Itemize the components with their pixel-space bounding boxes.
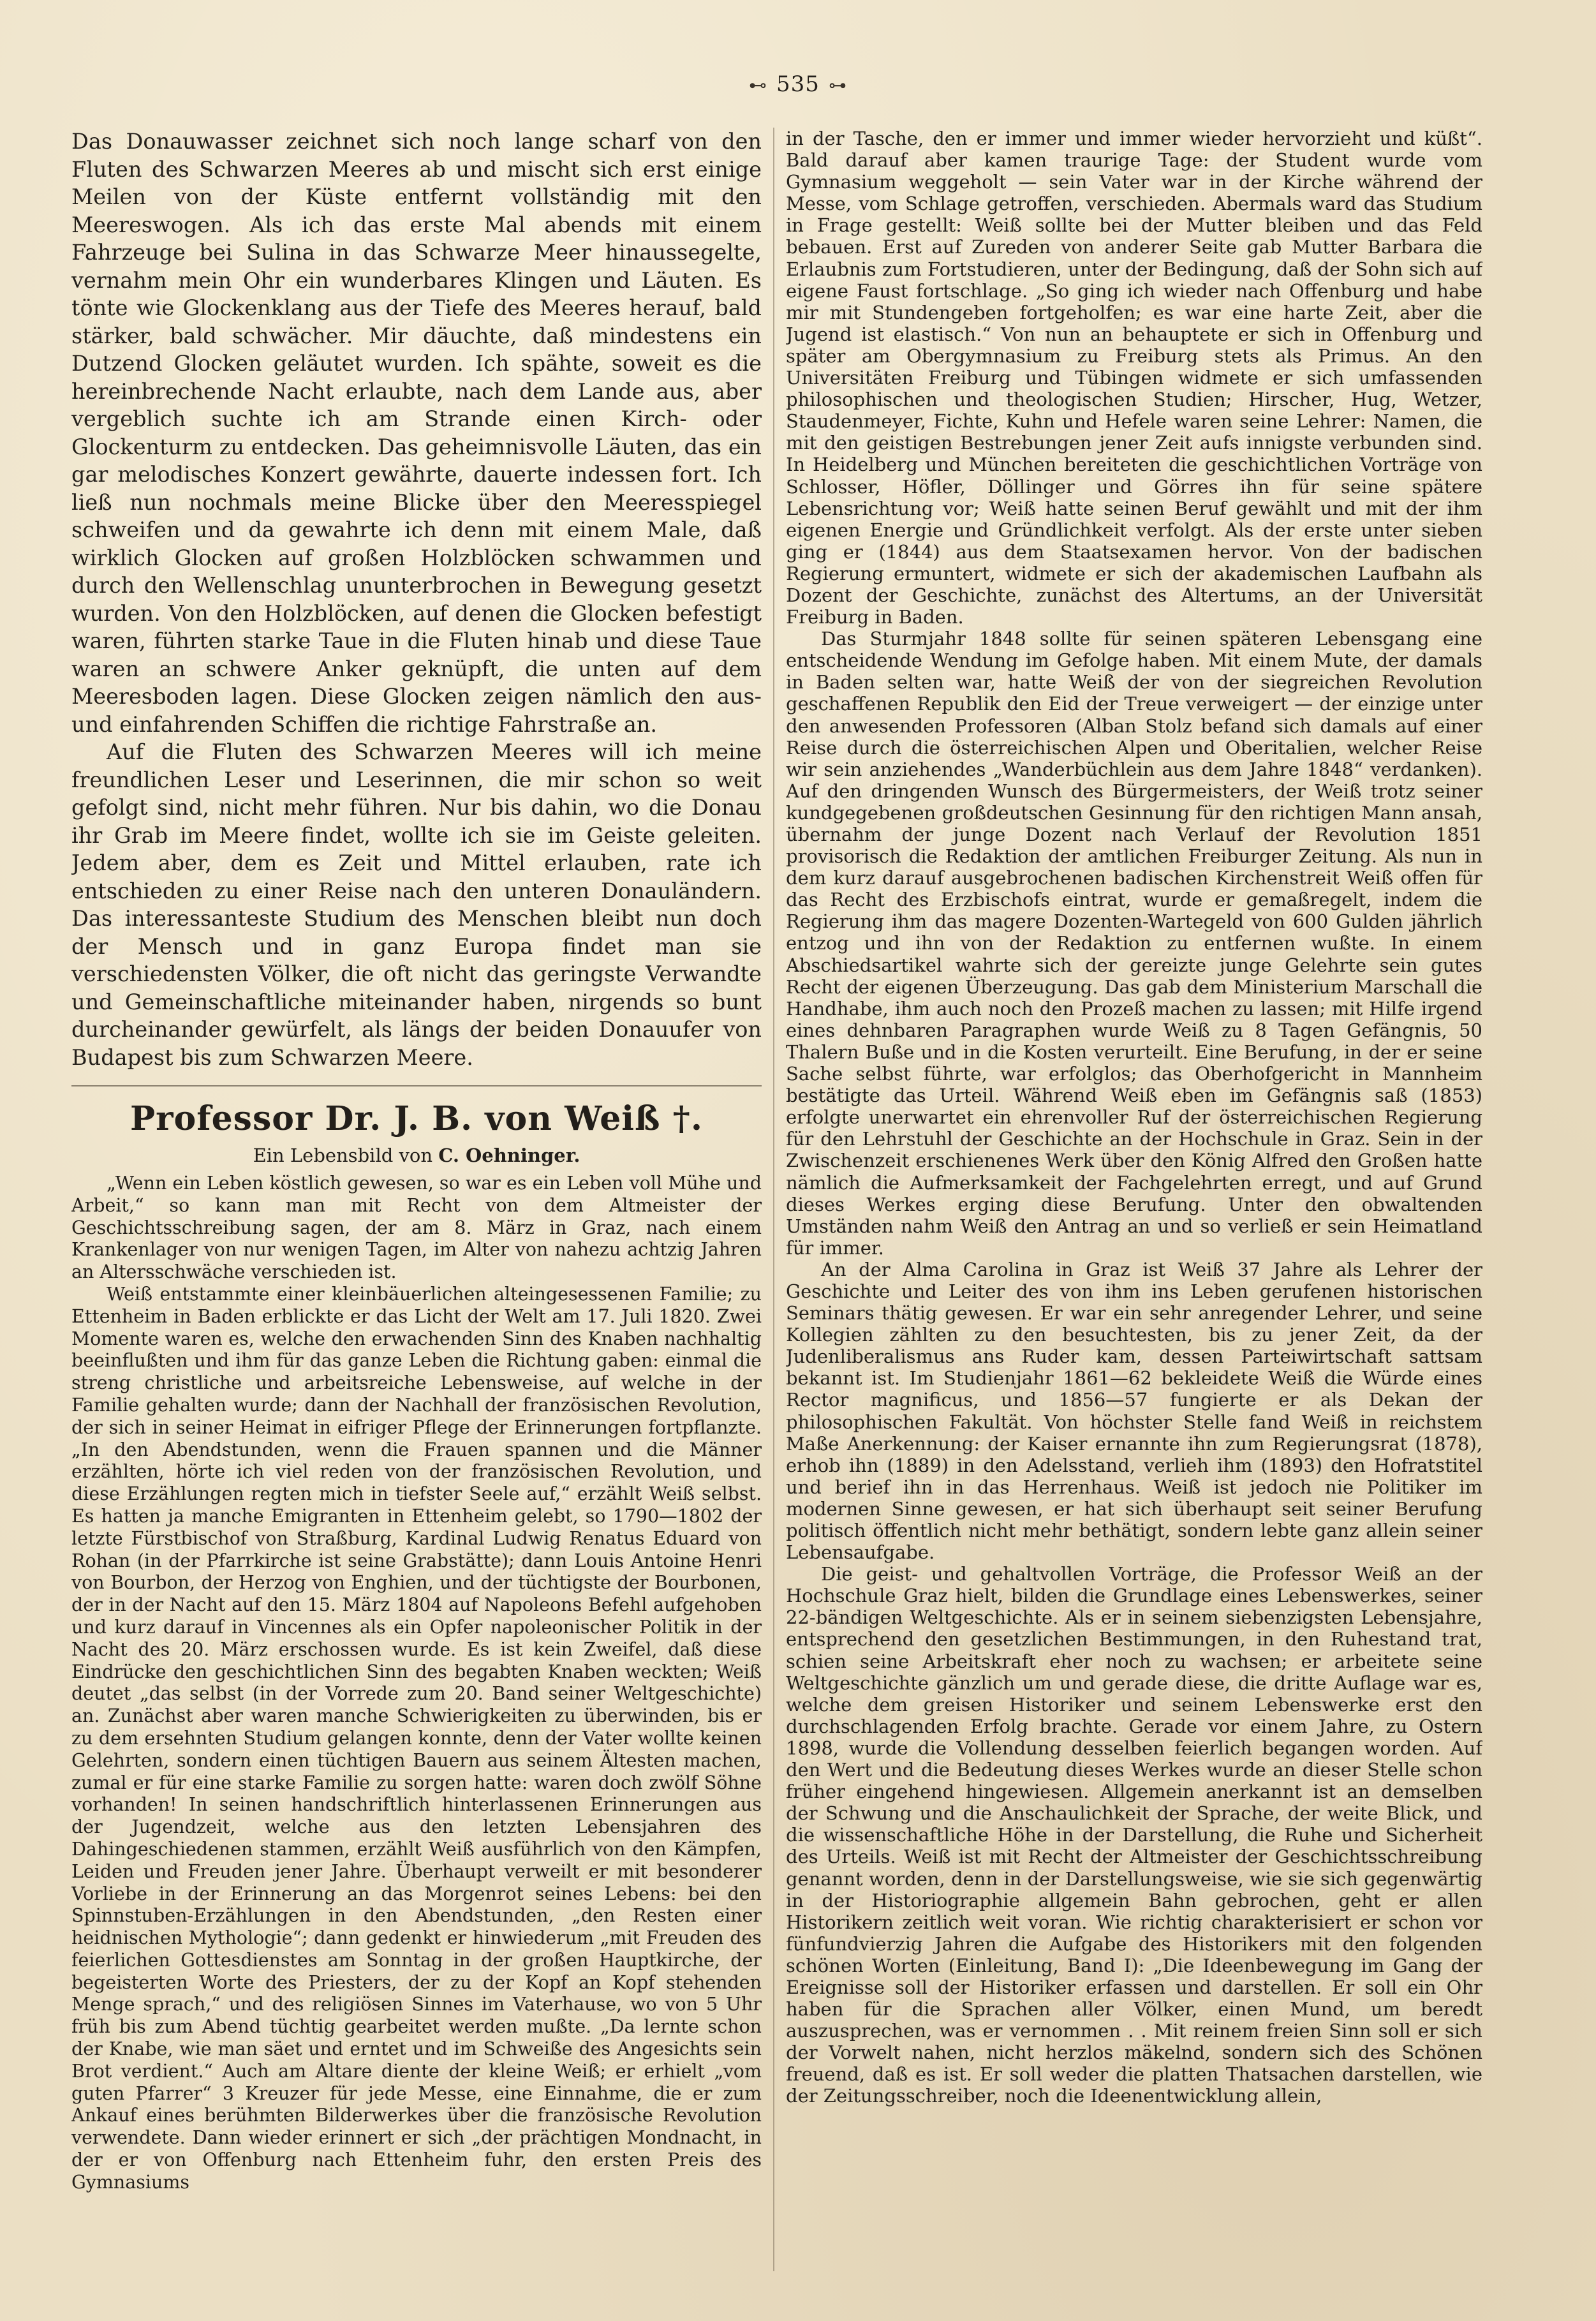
- page-header: [0, 71, 1596, 97]
- byline-prefix: Ein Lebensbild von: [253, 1145, 433, 1166]
- article-paragraph-1: „Wenn ein Leben köstlich gewesen, so war es ein Leben voll Mühe und Arbeit,“ so kann man mit Recht von dem Altmeister der Geschichtsschreibung sagen, der am 8. März in Graz, nach einem Krankenlager von nur wenigen Tagen, im Alter von nahezu achtzig Jahren an Altersschwäche verschieden ist.: [71, 1173, 762, 1283]
- article-paragraph-6: Die geist- und gehaltvollen Vorträge, die Professor Weiß an der Hochschule Graz hielt, bilden die Grundlage eines Lebenswerkes, seiner 22-bändigen Weltgeschichte. Als er in seinem siebenzigsten Lebensjahre, entsprechend den gesetzlichen Bestimmungen, in den Ruhestand trat, schien seine Arbeitskraft eher noch zu wachsen; er arbeitete seine Weltgeschichte gänzlich um und gerade diese, die dritte Auflage war es, welche dem greisen Historiker und seinem Lebenswerke erst den durchschlagenden Erfolg brachte. Gerade vor einem Jahre, zu Ostern 1898, wurde die Vollendung desselben feierlich begangen worden. Auf den Wert und die Bedeutung dieses Werkes wurde an dieser Stelle schon früher eingehend hingewiesen. Allgemein anerkannt ist an demselben der Schwung und die Anschaulichkeit der Sprache, der weite Blick, und die wissenschaftliche Höhe in der Darstellung, die Ruhe und Sicherheit des Urteils. Weiß ist mit Recht der Altmeister der Geschichtsschreibung genannt worden, denn in der Darstellungsweise, wie sie sich gegenwärtig in der Historiographie allgemein Bahn gebrochen, geht er allen Historikern zeitlich weit voran. Wie richtig charakterisiert er schon vor fünfundvierzig Jahren die Aufgabe des Historikers mit den folgenden schönen Worten (Einleitung, Band I): „Die Ideenbewegung im Gang der Ereignisse soll der Historiker erfassen und darstellen. Er soll ein Ohr haben für die Sprachen aller Völker, einen Mund, um beredt auszusprechen, was er vernommen . . Mit reinem freien Sinn soll er sich der Vorwelt nahen, nicht herzlos mäkelnd, sondern sich des Schönen freuend, daß es ist. Er soll weder die platten Thatsachen darstellen, wie der Zeitungsschreiber, noch die Ideenentwicklung allein,: [786, 1563, 1482, 2107]
- danube-paragraph-1: Das Donauwasser zeichnet sich noch lange scharf von den Fluten des Schwarzen Meeres ab und mischt sich erst einige Meilen von der Küste entfernt vollständig mit den Meereswogen. Als ich das erste Mal abends mit einem Fahrzeuge bei Sulina in das Schwarze Meer hinaussegelte, vernahm mein Ohr ein wunderbares Klingen und Läuten. Es tönte wie Glockenklang aus der Tiefe des Meeres herauf, bald stärker, bald schwächer. Mir däuchte, daß mindestens ein Dutzend Glocken geläutet wurden. Ich spähte, soweit es die hereinbrechende Nacht erlaubte, nach dem Lande aus, aber vergeblich suchte ich am Strande einen Kirch- oder Glockenturm zu entdecken. Das geheimnisvolle Läuten, das ein gar melodisches Konzert gewährte, dauerte indessen fort. Ich ließ nun nochmals meine Blicke über den Meeresspiegel schweifen und da gewahrte ich denn mit einem Male, daß wirklich Glocken auf großen Holzblöcken schwammen und durch den Wellenschlag ununterbrochen in Bewegung gesetzt wurden. Von den Holzblöcken, auf denen die Glocken befestigt waren, führten starke Taue in die Fluten hinab und diese Taue waren an schwere Anker geknüpft, die unten auf dem Meeresboden lagen. Diese Glocken zeigen nämlich den aus- und einfahrenden Schiffen die richtige Fahrstraße an.: [71, 129, 762, 737]
- article-byline: [71, 1145, 762, 1166]
- left-column: [71, 128, 762, 2283]
- article-paragraph-4: Das Sturmjahr 1848 sollte für seinen späteren Lebensgang eine entscheidende Wendung im Gefolge haben. Mit einem Mute, der damals in Baden selten war, hatte Weiß der von der siegreichen Revolution geschaffenen Republik den Eid der Treue verweigert — der einzige unter den anwesenden Professoren (Alban Stolz befand sich damals auf einer Reise durch die österreichischen Alpen und Oberitalien, welcher Reise wir sein anziehendes „Wanderbüchlein aus dem Jahre 1848“ verdanken). Auf den dringenden Wunsch des Bürgermeisters, der Weiß trotz seiner kundgegebenen großdeutschen Gesinnung für den richtigen Mann ansah, übernahm der junge Dozent nach Verlauf der Revolution 1851 provisorisch die Redaktion der amtlichen Freiburger Zeitung. Als nun in dem kurz darauf ausgebrochenen badischen Kirchenstreit Weiß offen für das Recht des Erzbischofs eintrat, wurde er gemaßregelt, indem die Regierung ihm das magere Dozenten-Wartegeld von 600 Gulden jährlich entzog und ihn von der Redaktion zu entfernen wußte. In einem Abschiedsartikel wahrte sich der gereizte junge Gelehrte sein gutes Recht der eigenen Überzeugung. Das gab dem Ministerium Marschall die Handhabe, ihm auch noch den Prozeß machen zu lassen; mit Hilfe irgend eines dehnbaren Paragraphen wurde Weiß zu 8 Tagen Gefängnis, 50 Thalern Buße und in die Kosten verurteilt. Eine Berufung, in der er seine Sache selbst führte, war erfolglos; das Oberhofgericht in Mannheim bestätigte das Urteil. Während Weiß eben im Gefängnis saß (1853) erfolgte unerwartet ein ehrenvoller Ruf der österreichischen Regierung für den Lehrstuhl der Geschichte an der Hochschule in Graz. Sein in der Zwischenzeit erschienenes Werk über den König Alfred den Großen hatte nämlich die Aufmerksamkeit der Fachgelehrten erregt, und auf Grund dieses Werkes erging diese Berufung. Unter den obwaltenden Umständen nahm Weiß den Antrag an und so verließ er sein Heimatland für immer.: [786, 628, 1482, 1259]
- article-title: Professor Dr. J. B. von Weiß †.: [130, 1099, 703, 1138]
- danube-paragraph-2: Auf die Fluten des Schwarzen Meeres will ich meine freundlichen Leser und Leserinnen, die mir schon so weit gefolgt sind, nicht mehr führen. Nur bis dahin, wo die Donau ihr Grab im Meere findet, wollte ich sie im Geiste geleiten. Jedem aber, dem es Zeit und Mittel erlauben, rate ich entschieden zu einer Reise nach den unteren Donauländern. Das interessanteste Studium des Menschen bleibt nun doch der Mensch und in ganz Europa findet man sie verschiedensten Völker, die oft nicht das geringste Verwandte und Gemeinschaftliche miteinander haben, nirgends so bunt durcheinander gewürfelt, als längs der beiden Donauufer von Budapest bis zum Schwarzen Meere.: [71, 739, 762, 1070]
- article-paragraph-3: in der Tasche, den er immer und immer wieder hervorzieht und küßt“. Bald darauf aber kamen traurige Tage: der Student wurde vom Gymnasium weggeholt — sein Vater war in der Kirche während der Messe, vom Schlage getroffen, verschieden. Abermals ward das Studium in Frage gestellt: Weiß sollte bei der Mutter bleiben und das Feld bebauen. Erst auf Zureden von anderer Seite gab Mutter Barbara die Erlaubnis zum Fortstudieren, unter der Bedingung, daß der Sohn sich auf eigene Faust fortschlage. „So ging ich wieder nach Offenburg und habe mir mit Stundengeben fortgeholfen; es war eine harte Zeit, aber die Jugend ist elastisch.“ Von nun an behauptete er sich in Offenburg und später am Obergymnasium zu Freiburg stets als Primus. An den Universitäten Freiburg und Tübingen widmete er sich umfassenden philosophischen und theologischen Studien; Hirscher, Hug, Wetzer, Staudenmeyer, Fichte, Kuhn und Hefele waren seine Lehrer: Namen, die mit den geistigen Bestrebungen jener Zeit aufs innigste verbunden sind. In Heidelberg und München bereiteten die geschichtlichen Vorträge von Schlosser, Höfler, Döllinger und Görres ihn für seine spätere Lebensrichtung vor; Weiß hatte seinen Beruf gewählt und mit der ihm eigenen Energie und Gründlichkeit verfolgt. Als der erste unter sieben ging er (1844) aus dem Staatsexamen hervor. Von der badischen Regierung ermuntert, widmete er sich der akademischen Laufbahn als Dozent der Geschichte, zunächst des Altertums, an der Universität Freiburg in Baden.: [786, 128, 1482, 628]
- article-paragraph-2: Weiß entstammte einer kleinbäuerlichen alteingesessenen Familie; zu Ettenheim in Baden erblickte er das Licht der Welt am 17. Juli 1820. Zwei Momente waren es, welche den erwachenden Sinn des Knaben nachhaltig beeinflußten und ihm für das ganze Leben die Richtung gaben: einmal die streng christliche und arbeitsreiche Lebensweise, auf welche in der Familie gehalten wurde; dann der Nachhall der französischen Revolution, der sich in seiner Heimat in eifriger Pflege der Erinnerungen fortpflanzte. „In den Abendstunden, wenn die Frauen spannen und die Männer erzählten, hörte ich viel reden von der französischen Revolution, und diese Erzählungen regten mich in tiefster Seele auf,“ erzählt Weiß selbst. Es hatten ja manche Emigranten in Ettenheim gelebt, so 1790—1802 der letzte Fürstbischof von Straßburg, Kardinal Ludwig Renatus Eduard von Rohan (in der Pfarrkirche ist seine Grabstätte); dann Louis Antoine Henri von Bourbon, der Herzog von Enghien, und der tüchtigste der Bourbonen, der in der Nacht auf den 15. März 1804 auf Napoleons Befehl aufgehoben und kurz darauf in Vincennes als ein Opfer napoleonischer Politik in der Nacht des 20. März erschossen wurde. Es ist kein Zweifel, daß diese Eindrücke den geschichtlichen Sinn des begabten Knaben weckten; Weiß deutet „das selbst (in der Vorrede zum 20. Band seiner Weltgeschichte) an. Zunächst aber waren manche Schwierigkeiten zu überwinden, bis er zu dem ersehnten Studium gelangen konnte, denn der Vater wollte keinen Gelehrten, sondern einen tüchtigen Bauern aus seinem Ältesten machen, zumal er für eine starke Familie zu sorgen hatte: waren doch zwölf Söhne vorhanden! In seinen handschriftlich hinterlassenen Erinnerungen aus der Jugendzeit, welche aus den letzten Lebensjahren des Dahingeschiedenen stammen, erzählt Weiß ausführlich von den Kämpfen, Leiden und Freuden jener Jahre. Überhaupt verweilt er mit besonderer Vorliebe in der Erinnerung an das Morgenrot seines Lebens: bei den Spinnstuben-Erzählungen in den Abendstunden, „den Resten einer heidnischen Mythologie“; dann gedenkt er hinwiederum „mit Freuden des feierlichen Gottesdienstes am Sonntag in der großen Hauptkirche, der begeisterten Worte des Priesters, der zu der Kopf an Kopf stehenden Menge sprach,“ und des religiösen Sinnes im Vaterhause, wo von 5 Uhr früh bis zum Abend tüchtig gearbeitet werden mußte. „Da lernte schon der Knabe, wie man säet und erntet und im Schweiße des Angesichts sein Brot verdient.“ Auch am Altare diente der kleine Weiß; er erhielt „vom guten Pfarrer“ 3 Kreuzer für jede Messe, eine Einnahme, die er zum Ankauf eines berühmten Bilderwerkes über die französische Revolution verwendete. Dann wieder erinnert er sich „der prächtigen Mondnacht, in der er von Offenburg nach Ettenheim fuhr, den ersten Preis des Gymnasiums: [71, 1283, 762, 2193]
- right-ornament: ⊶: [828, 75, 847, 96]
- left-ornament: ⊷: [749, 75, 768, 96]
- section-rule: [71, 1085, 762, 1086]
- column-divider: [773, 128, 774, 2271]
- byline-author: C. Oehninger.: [438, 1145, 580, 1166]
- page-number: 535: [776, 71, 820, 97]
- article-paragraph-5: An der Alma Carolina in Graz ist Weiß 37 Jahre als Lehrer der Geschichte und Leiter des von ihm ins Leben gerufenen historischen Seminars thätig gewesen. Er war ein sehr anregender Lehrer, und seine Kollegien zählten zu den besuchtesten, bis zu jener Zeit, da der Judenliberalismus ans Ruder kam, dessen Parteiwirtschaft sattsam bekannt ist. Im Studienjahr 1861—62 bekleidete Weiß die Würde eines Rector magnificus, und 1856—57 fungierte er als Dekan der philosophischen Fakultät. Von höchster Stelle fand Weiß in reichstem Maße Anerkennung: der Kaiser ernannte ihn zum Regierungsrat (1878), erhob ihn (1889) in den Adelsstand, verlieh ihm (1893) den Hofratstitel und berief ihn in das Herrenhaus. Weiß ist jedoch nie Politiker im modernen Sinne gewesen, er hat sich überhaupt seit seiner Berufung politisch öffentlich nicht mehr bethätigt, sondern lebte ganz allein seiner Lebensaufgabe.: [786, 1258, 1482, 1564]
- right-column: [786, 128, 1482, 2283]
